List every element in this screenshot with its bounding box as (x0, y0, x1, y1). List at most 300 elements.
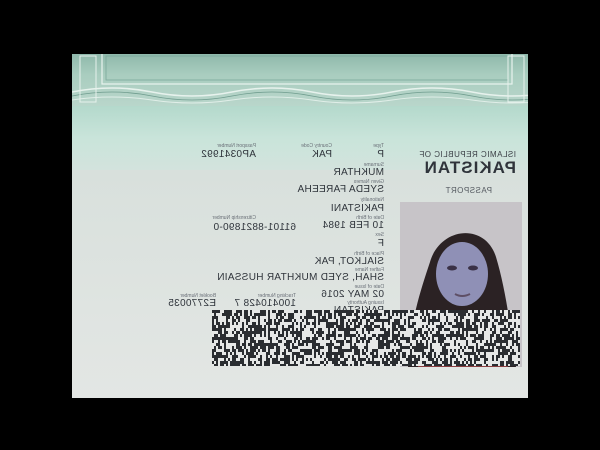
barcode-module (272, 343, 274, 346)
barcode-module (232, 361, 234, 364)
barcode-module (214, 346, 216, 349)
barcode-module (288, 349, 290, 352)
place-of-birth-value: SIALKOT, PAK (314, 256, 384, 267)
barcode-module (508, 310, 510, 313)
barcode-module (374, 325, 376, 328)
barcode-module (384, 334, 386, 337)
barcode-module (494, 328, 496, 331)
barcode-module (504, 319, 506, 322)
barcode-module (270, 343, 272, 346)
barcode-module (240, 358, 242, 361)
barcode-module (430, 343, 432, 346)
barcode-module (384, 343, 386, 346)
barcode-module (428, 364, 430, 366)
barcode-module (220, 334, 222, 337)
barcode-module (488, 346, 490, 349)
barcode-module (350, 322, 352, 325)
barcode-module (270, 328, 272, 331)
barcode-module (314, 346, 316, 349)
barcode-module (512, 352, 514, 355)
barcode-module (410, 343, 412, 346)
barcode-module (368, 337, 370, 340)
barcode-module (464, 337, 466, 340)
barcode-module (306, 337, 308, 340)
barcode-module (274, 343, 276, 346)
barcode-module (490, 328, 492, 331)
passport-number-label: Passport Number (217, 143, 256, 149)
barcode-module (304, 325, 306, 328)
barcode-module (426, 355, 428, 358)
barcode-module (438, 355, 440, 358)
barcode-module (338, 349, 340, 352)
barcode-module (474, 319, 476, 322)
barcode-module (224, 358, 226, 361)
barcode-module (496, 346, 498, 349)
barcode-module (508, 361, 510, 364)
barcode-module (466, 334, 468, 337)
barcode-module (500, 361, 502, 364)
barcode-module (394, 343, 396, 346)
barcode-module (316, 343, 318, 346)
barcode-module (394, 334, 396, 337)
given-names-value: SYEDA FAREEHA (297, 184, 384, 195)
barcode-module (330, 325, 332, 328)
barcode-module (386, 343, 388, 346)
barcode-module (214, 349, 216, 352)
barcode-module (254, 331, 256, 334)
barcode-module (510, 331, 512, 334)
barcode-module (238, 310, 240, 313)
barcode-module (408, 346, 410, 349)
barcode-module (418, 358, 420, 361)
barcode-module (380, 319, 382, 322)
barcode-module (432, 328, 434, 331)
barcode-module (444, 352, 446, 355)
barcode-module (342, 328, 344, 331)
barcode-module (500, 340, 502, 343)
barcode-module (376, 325, 378, 328)
barcode-module (306, 319, 308, 322)
barcode-module (498, 340, 500, 343)
barcode-module (342, 364, 344, 366)
barcode-module (356, 361, 358, 364)
barcode-module (508, 349, 510, 352)
barcode-module (290, 319, 292, 322)
barcode-module (430, 346, 432, 349)
barcode-module (386, 310, 388, 313)
barcode-module (468, 355, 470, 358)
barcode-module (432, 310, 434, 313)
barcode-module (238, 361, 240, 364)
barcode-module (248, 358, 250, 361)
barcode-module (440, 343, 442, 346)
barcode-module (334, 310, 336, 313)
barcode-module (272, 328, 274, 331)
barcode-module (350, 364, 352, 366)
barcode-module (390, 355, 392, 358)
barcode-module (450, 310, 452, 313)
barcode-module (398, 358, 400, 361)
barcode-module (498, 352, 500, 355)
barcode-module (212, 352, 214, 355)
barcode-module (478, 313, 480, 316)
barcode-module (506, 340, 508, 343)
barcode-module (234, 328, 236, 331)
barcode-module (410, 355, 412, 358)
barcode-module (366, 310, 368, 313)
barcode-module (432, 322, 434, 325)
barcode-module (396, 319, 398, 322)
barcode-module (394, 337, 396, 340)
barcode-module (328, 346, 330, 349)
barcode-module (266, 364, 268, 366)
barcode-module (286, 331, 288, 334)
barcode-module (272, 310, 274, 313)
barcode-module (414, 337, 416, 340)
barcode-module (218, 340, 220, 343)
barcode-module (490, 349, 492, 352)
barcode-module (388, 319, 390, 322)
barcode-module (430, 364, 432, 366)
barcode-module (410, 364, 412, 366)
barcode-module (366, 346, 368, 349)
barcode-module (226, 352, 228, 355)
barcode-module (384, 331, 386, 334)
barcode-module (236, 331, 238, 334)
barcode-module (358, 316, 360, 319)
barcode-module (284, 343, 286, 346)
barcode-module (294, 337, 296, 340)
barcode-module (342, 352, 344, 355)
barcode-module (236, 337, 238, 340)
barcode-module (518, 349, 520, 352)
barcode-module (298, 352, 300, 355)
barcode-module (488, 349, 490, 352)
barcode-module (244, 364, 246, 366)
barcode-module (386, 355, 388, 358)
barcode-module (266, 358, 268, 361)
barcode-module (292, 343, 294, 346)
barcode-module (372, 349, 374, 352)
sex-value: F (377, 238, 384, 249)
barcode-module (252, 331, 254, 334)
barcode-module (444, 337, 446, 340)
barcode-module (306, 364, 308, 366)
barcode-module (410, 358, 412, 361)
barcode-module (240, 349, 242, 352)
barcode-module (276, 322, 278, 325)
barcode-module (344, 310, 346, 313)
barcode-module (430, 319, 432, 322)
barcode-module (356, 352, 358, 355)
barcode-module (498, 313, 500, 316)
barcode-module (438, 334, 440, 337)
barcode-module (430, 331, 432, 334)
barcode-module (296, 346, 298, 349)
barcode-module (258, 325, 260, 328)
barcode-module (288, 346, 290, 349)
barcode-module (276, 328, 278, 331)
barcode-module (262, 346, 264, 349)
barcode-module (342, 355, 344, 358)
barcode-module (288, 325, 290, 328)
barcode-module (350, 313, 352, 316)
barcode-module (502, 334, 504, 337)
barcode-module (420, 343, 422, 346)
barcode-module (324, 316, 326, 319)
barcode-module (334, 361, 336, 364)
barcode-module (342, 322, 344, 325)
barcode-module (270, 340, 272, 343)
barcode-module (314, 355, 316, 358)
barcode-module (396, 337, 398, 340)
barcode-module (280, 334, 282, 337)
barcode-module (342, 349, 344, 352)
barcode-module (410, 310, 412, 313)
barcode-module (304, 316, 306, 319)
barcode-module (394, 361, 396, 364)
barcode-module (384, 361, 386, 364)
barcode-module (472, 334, 474, 337)
barcode-module (324, 310, 326, 313)
barcode-module (320, 319, 322, 322)
barcode-module (474, 340, 476, 343)
barcode-module (240, 310, 242, 313)
barcode-module (370, 310, 372, 313)
barcode-module (510, 355, 512, 358)
barcode-module (322, 361, 324, 364)
barcode-module (382, 322, 384, 325)
barcode-module (376, 316, 378, 319)
barcode-module (214, 355, 216, 358)
barcode-module (446, 319, 448, 322)
barcode-module (488, 343, 490, 346)
barcode-module (338, 364, 340, 366)
barcode-module (468, 319, 470, 322)
barcode-module (338, 346, 340, 349)
barcode-module (420, 346, 422, 349)
barcode-module (280, 340, 282, 343)
barcode-module (398, 325, 400, 328)
barcode-module (274, 319, 276, 322)
barcode-module (382, 340, 384, 343)
barcode-module (316, 349, 318, 352)
barcode-module (240, 328, 242, 331)
barcode-module (462, 337, 464, 340)
barcode-module (258, 313, 260, 316)
barcode-module (358, 355, 360, 358)
barcode-module (334, 346, 336, 349)
barcode-module (494, 364, 496, 366)
barcode-module (280, 316, 282, 319)
barcode-module (418, 355, 420, 358)
barcode-module (328, 313, 330, 316)
barcode-module (456, 322, 458, 325)
barcode-module (374, 355, 376, 358)
barcode-module (216, 352, 218, 355)
barcode-module (498, 334, 500, 337)
barcode-module (516, 343, 518, 346)
barcode-module (268, 334, 270, 337)
barcode-module (396, 313, 398, 316)
barcode-module (248, 319, 250, 322)
barcode-module (376, 349, 378, 352)
barcode-module (434, 361, 436, 364)
barcode-module (344, 364, 346, 366)
barcode-module (418, 328, 420, 331)
barcode-module (452, 331, 454, 334)
barcode-module (350, 349, 352, 352)
barcode-module (312, 340, 314, 343)
barcode-module (340, 310, 342, 313)
barcode-module (320, 346, 322, 349)
barcode-module (354, 328, 356, 331)
barcode-module (346, 310, 348, 313)
barcode-module (344, 328, 346, 331)
barcode-module (362, 358, 364, 361)
barcode-module (486, 340, 488, 343)
barcode-module (212, 319, 214, 322)
barcode-module (476, 319, 478, 322)
barcode-module (322, 352, 324, 355)
barcode-module (214, 325, 216, 328)
type-label: Type (373, 143, 384, 149)
barcode-module (388, 331, 390, 334)
barcode-module (324, 319, 326, 322)
barcode-module (234, 319, 236, 322)
barcode-module (242, 322, 244, 325)
barcode-module (344, 334, 346, 337)
barcode-module (458, 313, 460, 316)
barcode-module (338, 310, 340, 313)
barcode-module (478, 310, 480, 313)
barcode-module (388, 334, 390, 337)
barcode-module (422, 310, 424, 313)
barcode-module (380, 355, 382, 358)
barcode-module (340, 343, 342, 346)
barcode-module (320, 361, 322, 364)
barcode-module (518, 343, 520, 346)
barcode-module (494, 343, 496, 346)
barcode-module (438, 328, 440, 331)
barcode-module (398, 355, 400, 358)
barcode-module (390, 352, 392, 355)
barcode-module (436, 331, 438, 334)
barcode-module (346, 328, 348, 331)
barcode-module (406, 340, 408, 343)
barcode-module (472, 322, 474, 325)
barcode-module (376, 319, 378, 322)
barcode-module (434, 310, 436, 313)
barcode-module (426, 346, 428, 349)
barcode-module (386, 331, 388, 334)
barcode-module (262, 340, 264, 343)
barcode-module (386, 319, 388, 322)
barcode-module (274, 310, 276, 313)
barcode-module (370, 325, 372, 328)
barcode-module (264, 343, 266, 346)
barcode-module (250, 361, 252, 364)
barcode-module (422, 319, 424, 322)
barcode-module (300, 328, 302, 331)
barcode-module (318, 331, 320, 334)
barcode-module (424, 364, 426, 366)
booklet-number-label: Booklet Number (180, 293, 216, 299)
barcode-module (388, 322, 390, 325)
barcode-module (224, 346, 226, 349)
barcode-module (514, 310, 516, 313)
barcode-module (460, 346, 462, 349)
barcode-module (340, 334, 342, 337)
barcode-module (504, 349, 506, 352)
barcode-module (334, 322, 336, 325)
barcode-module (380, 328, 382, 331)
barcode-module (390, 316, 392, 319)
barcode-module (518, 310, 520, 313)
barcode-module (354, 361, 356, 364)
barcode-module (318, 343, 320, 346)
barcode-module (282, 325, 284, 328)
barcode-module (326, 319, 328, 322)
barcode-module (350, 346, 352, 349)
barcode-module (468, 322, 470, 325)
barcode-module (362, 340, 364, 343)
barcode-module (274, 322, 276, 325)
barcode-module (226, 331, 228, 334)
barcode-module (500, 322, 502, 325)
barcode-module (310, 349, 312, 352)
barcode-module (486, 364, 488, 366)
barcode-module (276, 325, 278, 328)
barcode-module (396, 310, 398, 313)
barcode-module (474, 322, 476, 325)
barcode-module (518, 316, 520, 319)
barcode-module (270, 319, 272, 322)
barcode-module (454, 310, 456, 313)
barcode-module (292, 331, 294, 334)
barcode-module (240, 334, 242, 337)
barcode-module (396, 349, 398, 352)
barcode-module (516, 340, 518, 343)
barcode-module (474, 316, 476, 319)
barcode-module (358, 349, 360, 352)
barcode-module (420, 310, 422, 313)
barcode-module (408, 358, 410, 361)
barcode-module (506, 334, 508, 337)
barcode-module (212, 337, 214, 340)
barcode-module (398, 310, 400, 313)
barcode-module (320, 310, 322, 313)
barcode-module (272, 361, 274, 364)
barcode-module (490, 340, 492, 343)
barcode-module (326, 325, 328, 328)
barcode-module (394, 328, 396, 331)
barcode-module (466, 328, 468, 331)
barcode-module (428, 322, 430, 325)
barcode-module (348, 319, 350, 322)
barcode-module (344, 331, 346, 334)
barcode-module (274, 331, 276, 334)
barcode-module (276, 346, 278, 349)
barcode-module (494, 331, 496, 334)
barcode-module (334, 316, 336, 319)
barcode-module (488, 319, 490, 322)
barcode-module (296, 352, 298, 355)
barcode-module (484, 349, 486, 352)
barcode-module (416, 340, 418, 343)
barcode-module (236, 364, 238, 366)
barcode-module (476, 337, 478, 340)
